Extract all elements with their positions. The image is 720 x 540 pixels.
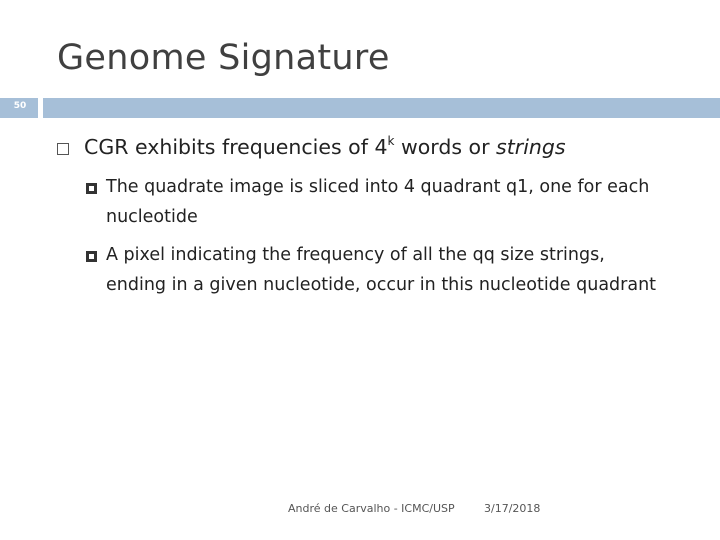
square-bullet-icon	[86, 183, 97, 194]
bullet-level2-item: The quadrate image is sliced into 4 quadrant q1, one for each nucleotide	[106, 177, 650, 227]
bullet-level1-text-mid: words or	[394, 135, 497, 159]
slide-number: 50	[13, 101, 27, 111]
bullet-level2-item: A pixel indicating the frequency of all the qq size strings, ending in a given nucleotide, occur in this nucleotide quadrant	[106, 245, 657, 295]
checkbox-bullet-icon	[57, 143, 69, 155]
header-rule-bar	[43, 98, 720, 118]
slide-title: Genome Signature	[57, 38, 390, 78]
square-bullet-icon	[86, 251, 97, 262]
footer-author: André de Carvalho - ICMC/USP	[288, 502, 455, 515]
bullet-level1-emphasis: strings	[496, 135, 566, 159]
footer-date: 3/17/2018	[484, 502, 541, 515]
bullet-level1	[84, 134, 566, 159]
bullet-level1-superscript: k	[387, 134, 395, 148]
bullet-level1-text: CGR exhibits frequencies of 4	[84, 135, 388, 159]
